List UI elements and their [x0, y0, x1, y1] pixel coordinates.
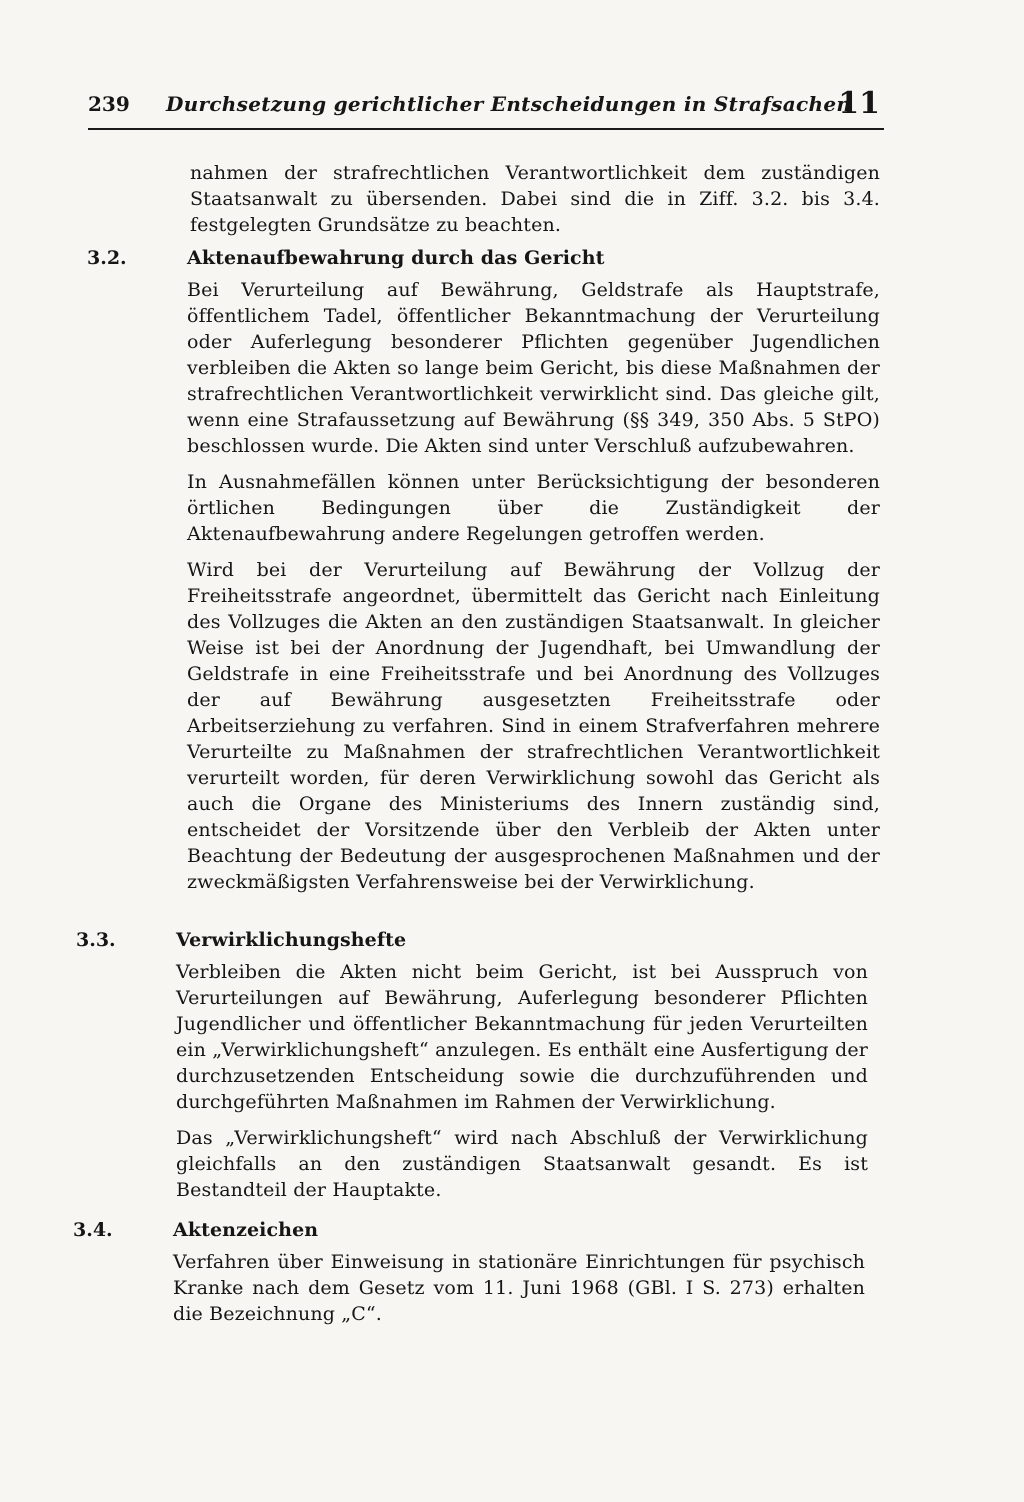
running-title: Durchsetzung gerichtlicher Entscheidungen in Strafsachen: [166, 92, 852, 116]
section-title: Aktenzeichen: [173, 1219, 319, 1241]
chapter-number: 11: [838, 86, 880, 121]
paragraph: In Ausnahmefällen können unter Berücksichtigung der besonderen örtlichen Bedingungen über die Zuständigkeit der Aktenaufbewahrung andere Regelungen getroffen werden.: [187, 471, 880, 545]
section-3-3: [76, 929, 868, 1203]
section-3-4: [73, 1219, 865, 1327]
page-number: 239: [88, 92, 130, 116]
paragraph: Das „Verwirklichungsheft“ wird nach Abschluß der Verwirklichung gleichfalls an den zuständigen Staatsanwalt gesandt. Es ist Bestandteil der Hauptakte.: [176, 1127, 868, 1201]
section-number: 3.3.: [76, 929, 116, 951]
paragraph: nahmen der strafrechtlichen Verantwortlichkeit dem zuständigen Staatsanwalt zu übersenden. Dabei sind die in Ziff. 3.2. bis 3.4. festgelegten Grundsätze zu beachten.: [190, 162, 880, 236]
paragraph: Bei Verurteilung auf Bewährung, Geldstrafe als Hauptstrafe, öffentlichem Tadel, öffentlicher Bekanntmachung der Verurteilung oder Auferlegung besonderer Pflichten gegenüber Jugendlichen verbleiben die Akten so lange beim Gericht, bis diese Maßnahmen der strafrechtlichen Verantwortlichkeit verwirklicht sind. Das gleiche gilt, wenn eine Strafaussetzung auf Bewährung (§§ 349, 350 Abs. 5 StPO) beschlossen wurde. Die Akten sind unter Verschluß aufzubewahren.: [187, 279, 880, 457]
paragraph: Wird bei der Verurteilung auf Bewährung der Vollzug der Freiheitsstrafe angeordnet, übermittelt das Gericht nach Einleitung des Vollzuges die Akten an den zuständigen Staatsanwalt. In gleicher Weise ist bei der Anordnung der Jugendhaft, bei Umwandlung der Geldstrafe in eine Freiheitsstrafe und bei Anordnung des Vollzuges der auf Bewährung ausgesetzten Freiheitsstrafe oder Arbeitserziehung zu verfahren. Sind in einem Strafverfahren mehrere Verurteilte zu Maßnahmen der strafrechtlichen Verantwortlichkeit verurteilt worden, für deren Verwirklichung sowohl das Gericht als auch die Organe des Ministeriums des Innern zuständig sind, entscheidet der Vorsitzende über den Verbleib der Akten unter Beachtung der Bedeutung der ausgesprochenen Maßnahmen und der zweckmäßigsten Verfahrensweise bei der Verwirklichung.: [187, 559, 880, 893]
section-number: 3.4.: [73, 1219, 113, 1241]
paragraph: Verfahren über Einweisung in stationäre Einrichtungen für psychisch Kranke nach dem Gesetz vom 11. Juni 1968 (GBl. I S. 273) erhalten die Bezeichnung „C“.: [173, 1251, 865, 1325]
section-number: 3.2.: [87, 247, 127, 269]
section-3-2: [87, 247, 880, 895]
paragraph: Verbleiben die Akten nicht beim Gericht, ist bei Ausspruch von Verurteilungen auf Bewährung, Auferlegung besonderer Pflichten Jugendlicher und öffentlicher Bekanntmachung für jeden Verurteilten ein „Verwirklichungsheft“ anzulegen. Es enthält eine Ausfertigung der durchzusetzenden Entscheidung sowie die durchzuführenden und durchgeführten Maßnahmen im Rahmen der Verwirklichung.: [176, 961, 868, 1113]
section-title: Aktenaufbewahrung durch das Gericht: [187, 247, 605, 269]
page-header: [88, 88, 884, 130]
intro-continuation: [190, 160, 880, 238]
section-title: Verwirklichungshefte: [176, 929, 407, 951]
